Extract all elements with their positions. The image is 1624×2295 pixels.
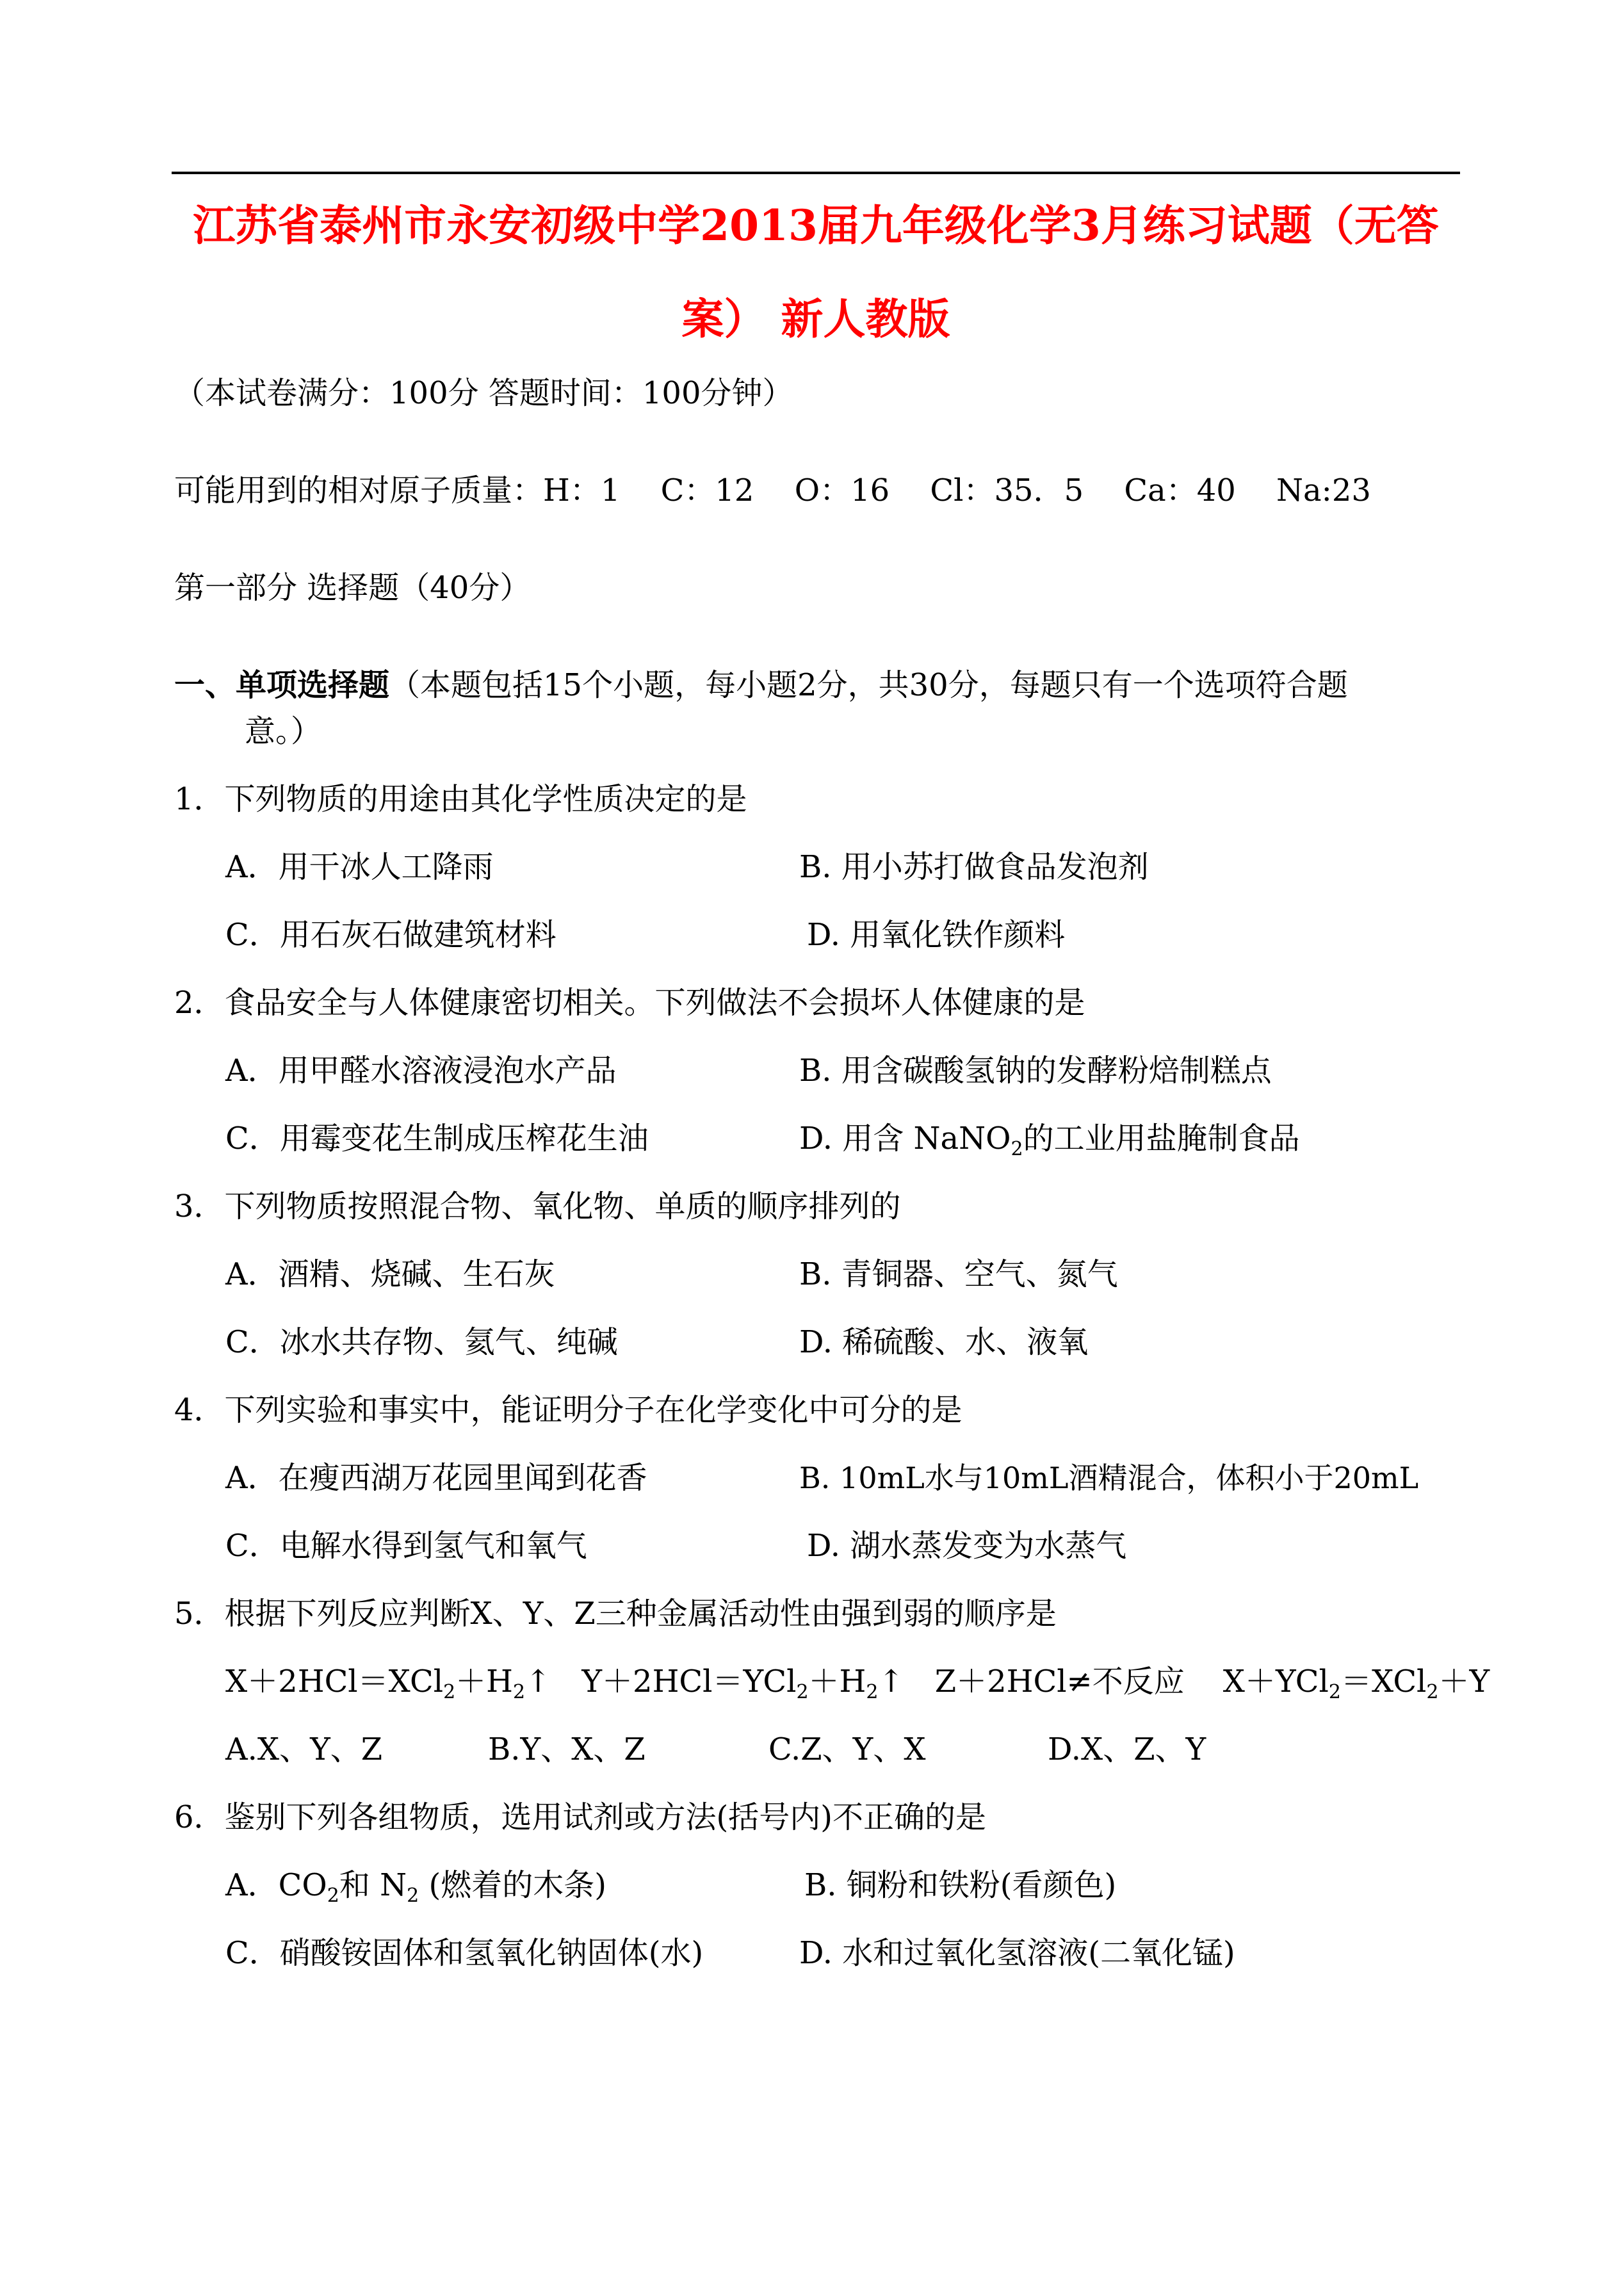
eq-text: Y＋2HCl＝YCl	[581, 1664, 797, 1699]
subscript: 2	[443, 1681, 456, 1703]
question-5-option-d: D.X、Z、Y	[1048, 1731, 1206, 1767]
question-4-option-b: B. 10mL水与10mL酒精混合，体积小于20mL	[799, 1461, 1419, 1495]
question-5-option-a: A.X、Y、Z	[225, 1731, 383, 1767]
question-5-equations	[225, 1661, 1490, 1702]
equation-4	[1222, 1664, 1490, 1703]
eq-text: X＋2HCl＝XCl	[225, 1664, 444, 1699]
question-1-option-b: B. 用小苏打做食品发泡剂	[799, 849, 1149, 885]
question-5-stem: 5．根据下列反应判断X、Y、Z三种金属活动性由强到弱的顺序是	[174, 1596, 1057, 1632]
eq-text: ＋H	[808, 1664, 866, 1699]
question-1-stem: 1．下列物质的用途由其化学性质决定的是	[174, 781, 747, 817]
subscript: 2	[327, 1885, 339, 1907]
question-1-option-d: D. 用氧化铁作颜料	[807, 917, 1066, 953]
question-2-option-a: A．用甲醛水溶液浸泡水产品	[225, 1053, 617, 1089]
question-2-stem: 2．食品安全与人体健康密切相关。下列做法不会损坏人体健康的是	[174, 985, 1085, 1021]
question-2-option-d	[799, 1118, 1300, 1159]
question-4-option-a: A．在瘦西湖万花园里闻到花香	[225, 1460, 647, 1496]
section-title: 一、单项选择题	[174, 667, 390, 703]
eq-text: ＋H	[455, 1664, 514, 1699]
eq-text: X＋YCl	[1222, 1664, 1329, 1699]
subscript: 2	[866, 1681, 879, 1703]
up-arrow-symbol: ↑	[525, 1664, 551, 1699]
equation-1	[225, 1664, 551, 1703]
section-instructions-cont: 意。）	[245, 713, 322, 749]
question-3-option-a: A．酒精、烧碱、生石灰	[225, 1256, 555, 1292]
option-text: A．CO	[225, 1867, 327, 1903]
section-instructions: （本题包括15个小题，每小题2分，共30分，每题只有一个选项符合题	[389, 667, 1348, 703]
atomic-mass-list: 可能用到的相对原子质量：H：1 C：12 O：16 Cl：35．5 Ca：40 Na:23	[174, 473, 1371, 508]
question-3-option-b: B. 青铜器、空气、氮气	[799, 1256, 1118, 1292]
document-title-line1: 江苏省泰州市永安初级中学2013届九年级化学3月练习试题（无答	[193, 200, 1439, 250]
option-text: 和 N	[339, 1867, 407, 1903]
question-4-stem: 4．下列实验和事实中，能证明分子在化学变化中可分的是	[174, 1392, 962, 1428]
question-6-option-a	[225, 1865, 606, 1906]
subscript: 2	[796, 1681, 809, 1703]
eq-text: ＝XCl	[1340, 1664, 1427, 1699]
question-1-option-c: C．用石灰石做建筑材料	[225, 917, 556, 953]
question-2-option-b: B. 用含碳酸氢钠的发酵粉焙制糕点	[799, 1053, 1272, 1089]
question-6-stem: 6．鉴别下列各组物质，选用试剂或方法(括号内)不正确的是	[174, 1799, 986, 1835]
question-5-option-c: C.Z、Y、X	[768, 1731, 926, 1767]
question-4-option-d: D. 湖水蒸发变为水蒸气	[807, 1528, 1127, 1564]
part-heading: 第一部分 选择题（40分）	[174, 570, 531, 606]
question-2-option-c: C．用霉变花生制成压榨花生油	[225, 1121, 649, 1156]
question-6-option-b: B. 铜粉和铁粉(看颜色)	[804, 1867, 1117, 1903]
option-text: 的工业用盐腌制食品	[1023, 1121, 1300, 1156]
question-3-option-c: C．冰水共存物、氦气、纯碱	[225, 1324, 618, 1360]
question-3-stem: 3．下列物质按照混合物、氧化物、单质的顺序排列的	[174, 1188, 901, 1224]
question-1-option-a: A．用干冰人工降雨	[225, 849, 494, 885]
option-text: D. 用含 NaNO	[799, 1121, 1011, 1156]
question-5-option-b: B.Y、X、Z	[488, 1731, 646, 1767]
equation-3: Z＋2HCl≠不反应	[934, 1664, 1185, 1699]
subscript: 2	[1328, 1681, 1341, 1703]
eq-text: ＋Y	[1438, 1664, 1490, 1699]
subscript: 2	[1426, 1681, 1439, 1703]
equation-2	[581, 1664, 904, 1703]
header-rule	[172, 172, 1460, 174]
exam-info: （本试卷满分：100分 答题时间：100分钟）	[174, 375, 793, 411]
question-6-option-d: D. 水和过氧化氢溶液(二氧化锰)	[799, 1935, 1235, 1971]
up-arrow-symbol: ↑	[878, 1664, 904, 1699]
document-title-line2: 案） 新人教版	[681, 294, 950, 344]
section-heading	[174, 665, 1348, 706]
subscript: 2	[407, 1885, 419, 1907]
question-4-option-c: C．电解水得到氢气和氧气	[225, 1528, 587, 1564]
option-text: (燃着的木条)	[419, 1867, 606, 1903]
question-3-option-d: D. 稀硫酸、水、液氧	[799, 1324, 1089, 1360]
subscript: 2	[513, 1681, 526, 1703]
question-6-option-c: C．硝酸铵固体和氢氧化钠固体(水)	[225, 1935, 704, 1971]
subscript: 2	[1011, 1138, 1023, 1160]
